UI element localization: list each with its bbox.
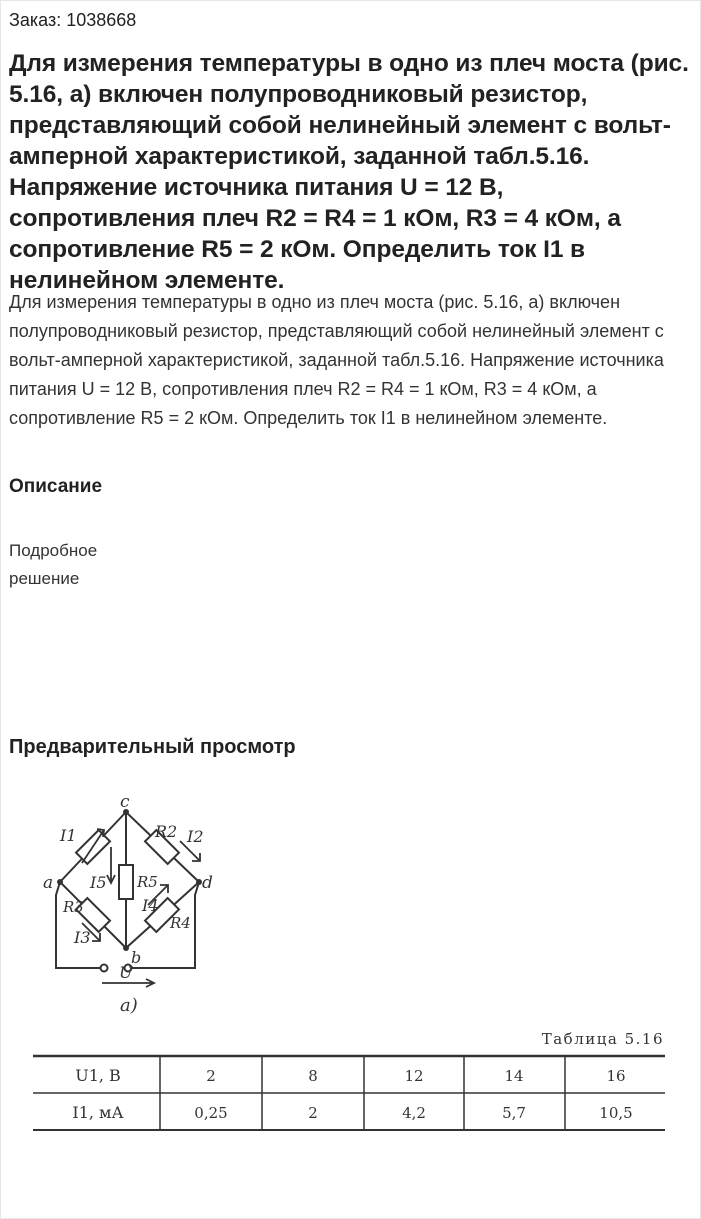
table-cell: 12 xyxy=(404,1067,424,1085)
node-a-dot xyxy=(57,879,63,885)
task-title: Для измерения температуры в одно из плеч моста (рис. 5.16, а) включен полупроводниковый резистор, представляющий собой нелинейный элемент с вольт-амперной характеристикой, заданной табл.5.16. Напряжение источника питания U = 12 В, сопротивления плеч R2 = R4 = 1 кОм, R3 = 4 кОм, а сопротивление R5 = 2 кОм. Определить ток I1 в нелинейном элементе. xyxy=(9,50,689,294)
table-cell: 2 xyxy=(308,1104,318,1122)
table-cell: 10,5 xyxy=(599,1104,633,1122)
table-cell: 16 xyxy=(606,1067,626,1085)
description-heading: Описание xyxy=(9,476,103,497)
task-description: Для измерения температуры в одно из плеч моста (рис. 5.16, а) включен полупроводниковый резистор, представляющий собой нелинейный элемент с вольт-амперной характеристикой, заданной табл.5.16. Напряжение источника питания U = 12 В, сопротивления плеч R2 = R4 = 1 кОм, R3 = 4 кОм, а сопротивление R5 = 2 кОм. Определить ток I1 в нелинейном элементе. xyxy=(9,292,664,428)
table-row xyxy=(72,1103,632,1122)
table-row-label-voltage: U1, В xyxy=(75,1066,121,1085)
current-i2-label: I2 xyxy=(187,827,204,846)
preview-image xyxy=(20,785,680,1135)
current-i1-label: I1 xyxy=(60,826,77,845)
current-i4-label: I4 xyxy=(142,896,159,915)
resistor-r4-label: R4 xyxy=(170,914,191,932)
table-cell: 4,2 xyxy=(402,1104,426,1122)
node-d-label: d xyxy=(202,873,213,893)
resistor-r3-label: R3 xyxy=(63,898,84,916)
figure-caption: а) xyxy=(120,995,138,1016)
preview-scan xyxy=(20,785,680,1135)
voltage-u-label: U xyxy=(119,963,133,982)
table-caption: Таблица 5.16 xyxy=(541,1030,664,1048)
table-cell: 8 xyxy=(308,1067,318,1085)
table-cell: 5,7 xyxy=(502,1104,526,1122)
preview-heading: Предварительный просмотр xyxy=(9,736,296,758)
resistor-r5-label: R5 xyxy=(137,873,158,891)
node-c-label: c xyxy=(120,792,130,812)
node-a-label: a xyxy=(43,873,54,893)
table-cell: 14 xyxy=(504,1067,524,1085)
resistor-r5 xyxy=(119,865,133,899)
description-text: Подробное решение xyxy=(9,541,98,588)
table-grid xyxy=(33,1056,665,1130)
terminal-left xyxy=(101,965,108,972)
resistor-r2-label: R2 xyxy=(155,822,178,841)
table-row xyxy=(75,1066,625,1085)
order-number: Заказ: 1038668 xyxy=(9,10,137,30)
current-i5-label: I5 xyxy=(90,873,107,892)
node-b-label: b xyxy=(131,948,142,967)
current-i3-label: I3 xyxy=(74,928,91,947)
node-b-dot xyxy=(123,945,129,951)
table-cell: 0,25 xyxy=(194,1104,228,1122)
table-cell: 2 xyxy=(206,1067,216,1085)
table-row-label-current: I1, мА xyxy=(72,1103,124,1122)
